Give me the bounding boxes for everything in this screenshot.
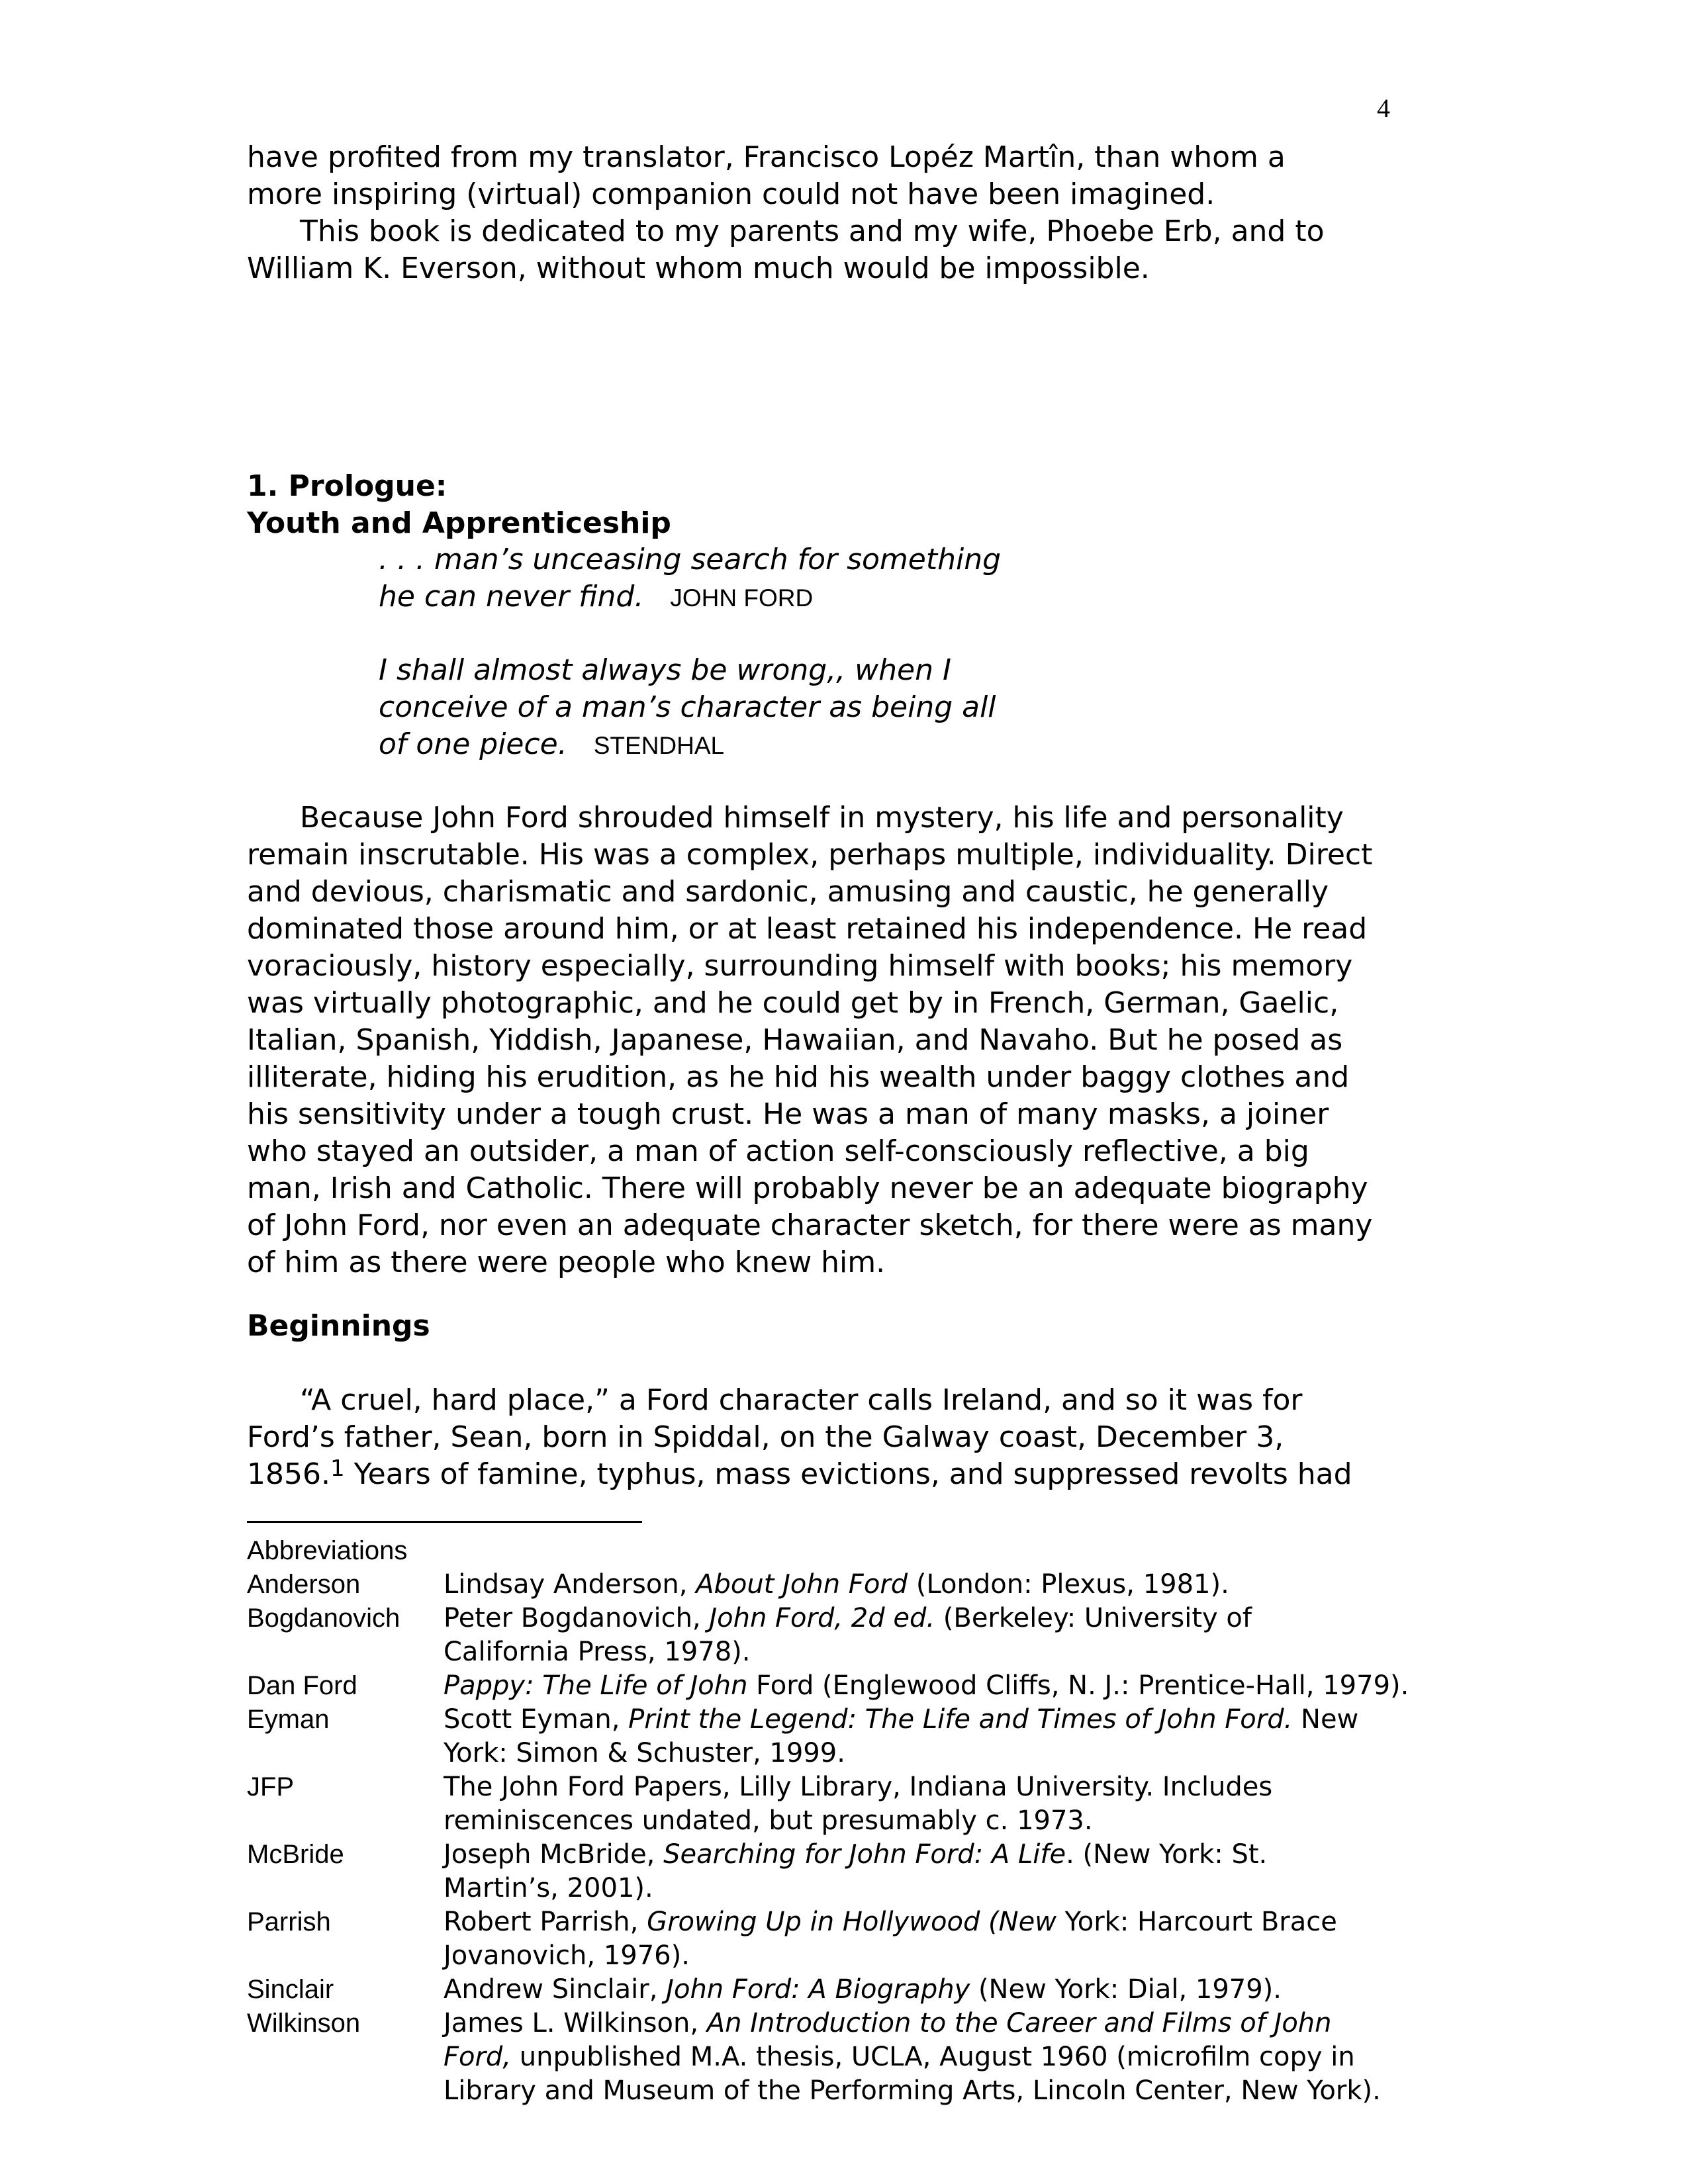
abbreviation-value: The John Ford Papers, Lilly Library, Indiana University. Includes reminiscences undated, but presumably c. 1973. [444,1772,1273,1836]
paragraph-line: 1856.$^1$ Years of famine, typhus, mass evictions, and suppressed revolts had [247,1455,1352,1491]
paragraph-line: Because John Ford shrouded himself in mystery, his life and personality [300,801,1344,835]
paragraph-line: illiterate, hiding his erudition, as he hid his wealth under baggy clothes and [247,1060,1350,1094]
intro-line: have profited from my translator, Francisco Lopéz Martîn, than whom a [247,140,1286,174]
paragraph-line: was virtually photographic, and he could get by in French, German, Gaelic, [247,986,1339,1020]
paragraph-line: voraciously, history especially, surrounding himself with books; his memory [247,949,1353,983]
epigraph-stendhal [379,652,1107,764]
abbreviation-entry [247,1838,1483,1905]
abbreviation-entry [247,1568,1483,1602]
section-heading: Beginnings [247,1309,430,1343]
chapter-number-title: 1. Prologue: [247,469,447,503]
abbreviation-value: Joseph McBride, Searching for John Ford: A Life. (New York: St. Martin’s, 2001). [444,1839,1268,1903]
abbreviation-value: James L. Wilkinson, An Introduction to the Career and Films of John Ford, unpublished M.A. thesis, UCLA, August 1960 (microfilm copy in Library and Museum of the Performing Arts, Lincoln Center, New York). [444,2008,1381,2106]
paragraph-character [247,799,1452,1281]
abbreviation-entry [247,1602,1483,1669]
epigraph-line: I shall almost always be wrong,, when I [379,653,951,687]
footnote-divider [247,1521,642,1523]
chapter-title [247,468,671,542]
paragraph-line: of him as there were people who knew him. [247,1246,886,1279]
dedication-line: This book is dedicated to my parents and my wife, Phoebe Erb, and to [300,214,1325,248]
abbreviation-key: JFP [247,1772,295,1801]
epigraph-line: conceive of a man’s character as being all [379,690,996,724]
abbreviation-key: Wilkinson [247,2009,361,2038]
abbreviation-key: Eyman [247,1705,330,1734]
paragraph-line: dominated those around him, or at least retained his independence. He read [247,912,1368,946]
abbreviation-key: Bogdanovich [247,1604,400,1633]
page-number: 4 [1377,93,1390,123]
footnote-title: Abbreviations [247,1536,408,1565]
epigraph-line: he can never find. JOHN FORD [379,580,814,614]
abbreviation-value: Peter Bogdanovich, John Ford, 2d ed. (Berkeley: University of California Press, 1978). [444,1603,1252,1667]
dedication-paragraph [247,213,1452,287]
paragraph-line: of John Ford, nor even an adequate character sketch, for there were as many [247,1208,1373,1242]
paragraph-line: who stayed an outsider, a man of action self-consciously reflective, a big [247,1134,1309,1168]
footnote-abbreviations [247,1534,1483,2108]
abbreviation-entry [247,1770,1483,1838]
abbreviation-entry [247,1905,1483,1973]
intro-paragraph [247,139,1452,213]
epigraph-line: of one piece. STENDHAL [379,727,725,761]
paragraph-line: remain inscrutable. His was a complex, perhaps multiple, individuality. Direct [247,838,1373,872]
paragraph-line: Ford’s father, Sean, born in Spiddal, on the Galway coast, December 3, [247,1420,1284,1454]
paragraph-line: Italian, Spanish, Yiddish, Japanese, Hawaiian, and Navaho. But he posed as [247,1023,1343,1057]
abbreviation-key: Sinclair [247,1975,334,2004]
abbreviation-key: Dan Ford [247,1671,357,1700]
chapter-subtitle: Youth and Apprenticeship [247,506,671,540]
epigraph-ford [379,541,1107,617]
epigraph-attribution: STENDHAL [593,732,725,759]
epigraph-line: . . . man’s unceasing search for something [379,543,1002,576]
epigraph-attribution: JOHN FORD [670,584,814,612]
paragraph-line: man, Irish and Catholic. There will probably never be an adequate biography [247,1171,1368,1205]
abbreviation-key: Anderson [247,1570,361,1599]
paragraph-line: his sensitivity under a tough crust. He was a man of many masks, a joiner [247,1097,1329,1131]
paragraph-line: and devious, charismatic and sardonic, amusing and caustic, he generally [247,875,1329,909]
abbreviation-value: Andrew Sinclair, John Ford: A Biography (New York: Dial, 1979). [444,1974,1282,2005]
abbreviation-value: Robert Parrish, Growing Up in Hollywood (New York: Harcourt Brace Jovanovich, 1976). [444,1907,1337,1971]
paragraph-line: “A cruel, hard place,” a Ford character calls Ireland, and so it was for [300,1383,1303,1417]
dedication-line: William K. Everson, without whom much would be impossible. [247,251,1150,285]
abbreviation-value: Pappy: The Life of John Ford (Englewood Cliffs, N. J.: Prentice-Hall, 1979). [444,1670,1409,1701]
abbreviation-key: Parrish [247,1907,331,1936]
footnote-reference[interactable]: 1 [330,1455,345,1482]
abbreviation-entry [247,1669,1483,1703]
abbreviation-value: Scott Eyman, Print the Legend: The Life and Times of John Ford. New York: Simon & Schuster, 1999. [444,1704,1359,1768]
abbreviation-entry [247,1703,1483,1770]
abbreviation-entry [247,1973,1483,2007]
abbreviation-entry [247,2007,1483,2108]
paragraph-beginnings [247,1382,1452,1493]
abbreviation-value: Lindsay Anderson, About John Ford (London: Plexus, 1981). [444,1569,1229,1600]
intro-line: more inspiring (virtual) companion could not have been imagined. [247,177,1215,211]
abbreviation-key: McBride [247,1840,344,1869]
